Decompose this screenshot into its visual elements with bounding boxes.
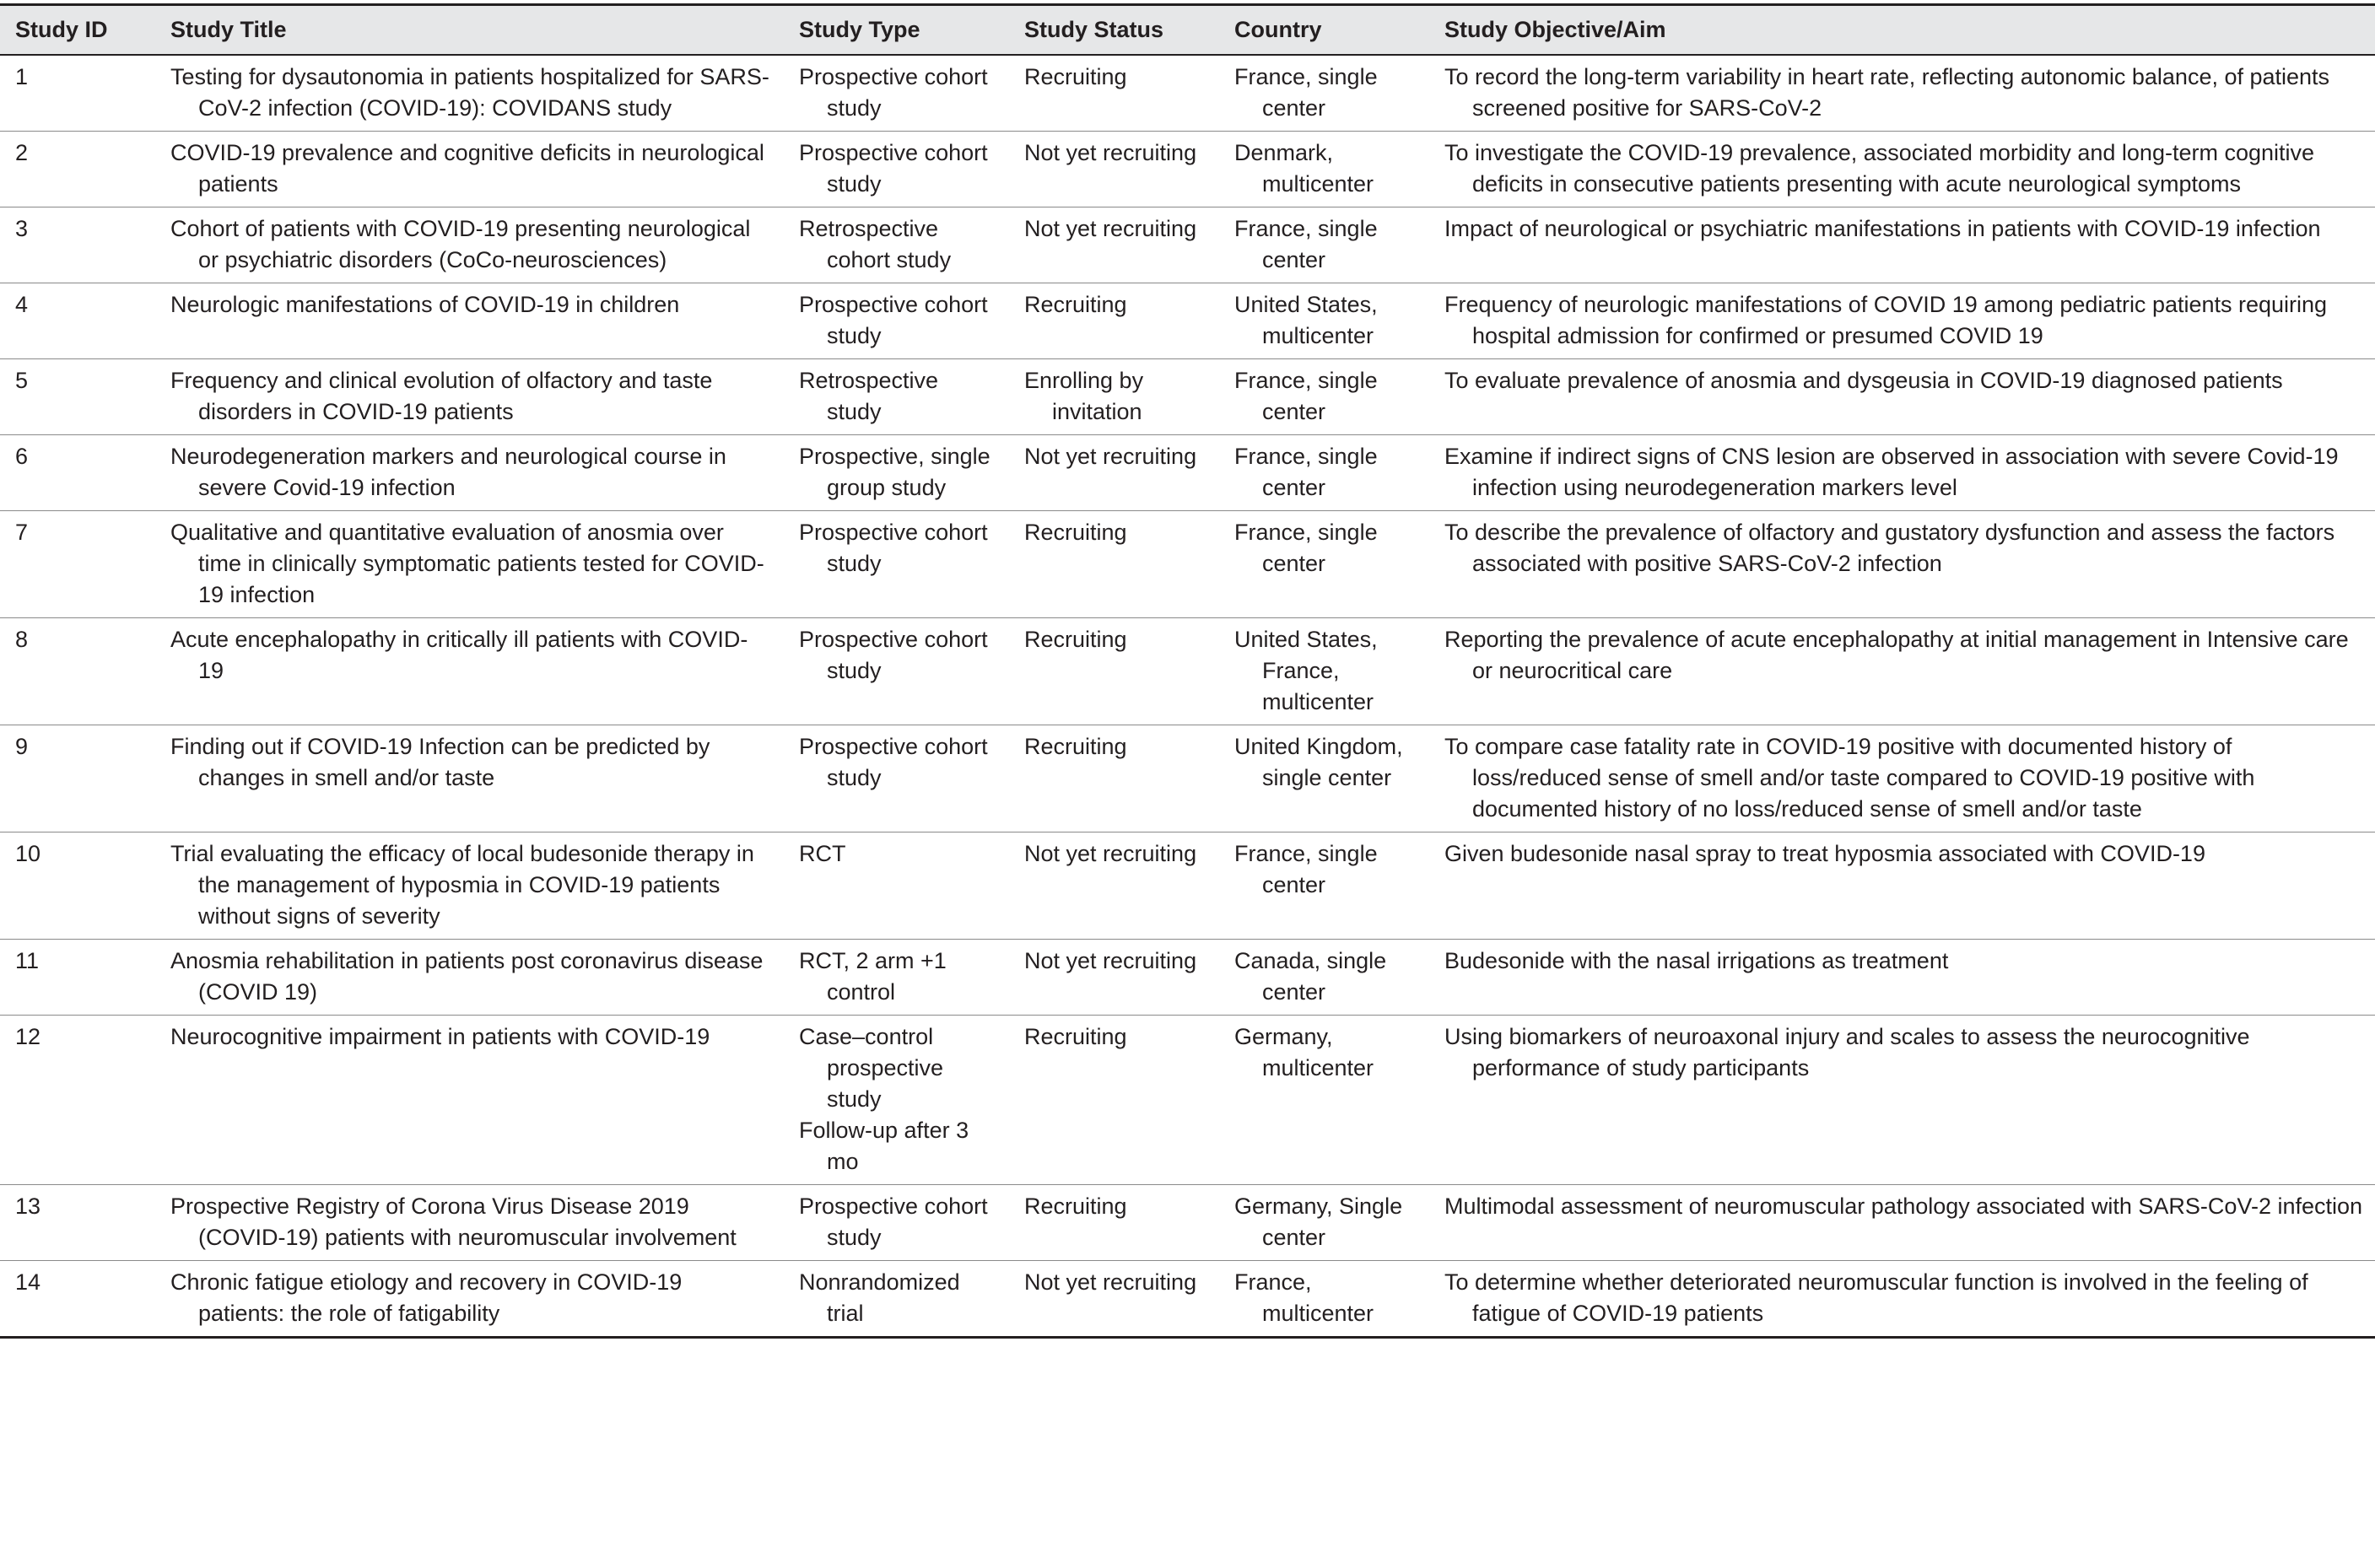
header-country: Country — [1234, 17, 1322, 42]
study-id-cell — [0, 207, 155, 283]
table-row — [0, 207, 2375, 283]
study-id-cell — [0, 618, 155, 725]
country-cell — [1219, 132, 1429, 207]
studies-table — [0, 3, 2375, 1339]
study-id-cell-text: 1 — [15, 64, 29, 89]
study-title-cell — [155, 1016, 784, 1185]
table-header — [0, 5, 2375, 56]
study-title-cell-text: Qualitative and quantitative evaluation of anosmia over time in clinically symptomatic patients tested for COVID-19 infection — [170, 520, 764, 607]
study-aim-cell — [1429, 132, 2375, 207]
study-id-cell-text: 8 — [15, 627, 29, 652]
study-type-cell — [784, 283, 1009, 359]
study-status-cell — [1009, 435, 1219, 511]
study-aim-cell-text: Multimodal assessment of neuromuscular pathology associated with SARS-CoV-2 infection — [1444, 1194, 2363, 1219]
header-study-title: Study Title — [170, 17, 287, 42]
study-type-cell — [784, 1185, 1009, 1261]
study-aim-cell-text: Using biomarkers of neuroaxonal injury and scales to assess the neurocognitive performance of study participants — [1444, 1024, 2250, 1080]
study-title-cell-text: Neurocognitive impairment in patients with COVID-19 — [170, 1024, 710, 1049]
study-type-cell-text: Prospective cohort study — [799, 520, 988, 576]
study-status-cell-text: Not yet recruiting — [1024, 841, 1197, 866]
study-aim-cell — [1429, 618, 2375, 725]
study-status-cell-text: Not yet recruiting — [1024, 216, 1197, 241]
study-type-cell-text: Retrospective cohort study — [799, 216, 952, 272]
study-title-cell-text: Cohort of patients with COVID-19 presenting neurological or psychiatric disorders (CoCo-neurosciences) — [170, 216, 751, 272]
study-title-cell — [155, 435, 784, 511]
country-cell — [1219, 1016, 1429, 1185]
study-aim-cell — [1429, 359, 2375, 435]
study-title-cell — [155, 359, 784, 435]
study-id-cell-text: 13 — [15, 1194, 41, 1219]
study-title-cell — [155, 832, 784, 940]
study-aim-cell-text: To compare case fatality rate in COVID-19 positive with documented history of loss/reduced sense of smell and/or taste compared to COVID-19 positive with documented history of no loss/reduced sense of smell and/or taste — [1444, 734, 2255, 822]
study-title-cell-text: Trial evaluating the efficacy of local budesonide therapy in the management of hyposmia in COVID-19 patients without signs of severity — [170, 841, 754, 929]
country-cell — [1219, 359, 1429, 435]
header-study-type: Study Type — [799, 17, 920, 42]
country-cell — [1219, 618, 1429, 725]
study-aim-cell-text: To record the long-term variability in heart rate, reflecting autonomic balance, of patients screened positive for SARS-CoV-2 — [1444, 64, 2330, 121]
country-cell-text: France, single center — [1234, 841, 1378, 897]
table-row — [0, 55, 2375, 132]
study-type-cell-text: Prospective cohort study — [799, 292, 988, 348]
study-type-cell-text: Retrospective study — [799, 368, 939, 424]
study-status-cell — [1009, 1261, 1219, 1338]
country-cell-text: Germany, multicenter — [1234, 1024, 1374, 1080]
study-aim-cell — [1429, 1016, 2375, 1185]
study-status-cell — [1009, 359, 1219, 435]
study-aim-cell-text: To evaluate prevalence of anosmia and dysgeusia in COVID-19 diagnosed patients — [1444, 368, 2283, 393]
study-aim-cell — [1429, 832, 2375, 940]
table-row — [0, 132, 2375, 207]
table-row — [0, 832, 2375, 940]
study-aim-cell-text: To investigate the COVID-19 prevalence, associated morbidity and long-term cognitive deficits in consecutive patients presenting with acute neurological symptoms — [1444, 140, 2315, 197]
study-status-cell — [1009, 207, 1219, 283]
study-title-cell-text: Neurodegeneration markers and neurological course in severe Covid-19 infection — [170, 444, 726, 500]
study-status-cell — [1009, 618, 1219, 725]
study-status-cell-text: Recruiting — [1024, 734, 1127, 759]
study-status-cell-text: Recruiting — [1024, 520, 1127, 545]
study-aim-cell-text: Given budesonide nasal spray to treat hyposmia associated with COVID-19 — [1444, 841, 2205, 866]
study-status-cell — [1009, 832, 1219, 940]
header-study-id: Study ID — [15, 17, 108, 42]
header-study-status: Study Status — [1024, 17, 1164, 42]
table-row — [0, 283, 2375, 359]
country-cell-text: United States, France, multicenter — [1234, 627, 1378, 714]
study-type-cell-text: RCT — [799, 841, 846, 866]
study-aim-cell — [1429, 435, 2375, 511]
country-cell — [1219, 283, 1429, 359]
country-cell — [1219, 1185, 1429, 1261]
study-title-cell-text: COVID-19 prevalence and cognitive deficits in neurological patients — [170, 140, 764, 197]
table-row — [0, 940, 2375, 1016]
country-cell — [1219, 55, 1429, 132]
study-status-cell — [1009, 940, 1219, 1016]
study-type-cell-text: Nonrandomized trial — [799, 1269, 960, 1326]
study-type-followup-text: Follow-up after 3 mo — [799, 1118, 969, 1174]
country-cell-text: France, single center — [1234, 216, 1378, 272]
study-status-cell — [1009, 725, 1219, 832]
study-aim-cell-text: Reporting the prevalence of acute encephalopathy at initial management in Intensive care or neurocritical care — [1444, 627, 2349, 683]
study-title-cell — [155, 725, 784, 832]
study-id-cell-text: 9 — [15, 734, 29, 759]
study-title-cell — [155, 55, 784, 132]
study-aim-cell — [1429, 55, 2375, 132]
study-type-cell — [784, 725, 1009, 832]
country-cell — [1219, 207, 1429, 283]
study-type-cell-text: Prospective cohort study — [799, 627, 988, 683]
study-title-cell-text: Finding out if COVID-19 Infection can be predicted by changes in smell and/or taste — [170, 734, 710, 790]
study-id-cell-text: 14 — [15, 1269, 41, 1295]
country-cell-text: United States, multicenter — [1234, 292, 1378, 348]
header-study-aim: Study Objective/Aim — [1444, 17, 1666, 42]
study-id-cell — [0, 359, 155, 435]
study-status-cell-text: Recruiting — [1024, 292, 1127, 317]
study-status-cell — [1009, 283, 1219, 359]
country-cell-text: France, single center — [1234, 368, 1378, 424]
study-type-cell — [784, 435, 1009, 511]
study-type-cell-text: Case–control prospective study — [799, 1024, 944, 1112]
table-row — [0, 725, 2375, 832]
study-aim-cell — [1429, 283, 2375, 359]
study-id-cell-text: 5 — [15, 368, 29, 393]
study-title-cell — [155, 132, 784, 207]
study-aim-cell — [1429, 207, 2375, 283]
study-id-cell — [0, 55, 155, 132]
study-aim-cell-text: Budesonide with the nasal irrigations as treatment — [1444, 948, 1949, 973]
table-row — [0, 435, 2375, 511]
study-id-cell — [0, 283, 155, 359]
study-type-cell — [784, 832, 1009, 940]
study-id-cell — [0, 435, 155, 511]
study-type-cell — [784, 1016, 1009, 1185]
study-id-cell-text: 4 — [15, 292, 29, 317]
study-aim-cell — [1429, 940, 2375, 1016]
study-id-cell — [0, 1016, 155, 1185]
table-row — [0, 1185, 2375, 1261]
study-title-cell-text: Acute encephalopathy in critically ill patients with COVID-19 — [170, 627, 748, 683]
country-cell — [1219, 511, 1429, 618]
study-status-cell-text: Not yet recruiting — [1024, 1269, 1197, 1295]
study-title-cell-text: Neurologic manifestations of COVID-19 in children — [170, 292, 680, 317]
study-aim-cell — [1429, 1185, 2375, 1261]
study-aim-cell — [1429, 725, 2375, 832]
study-title-cell — [155, 511, 784, 618]
study-title-cell — [155, 940, 784, 1016]
study-aim-cell-text: Examine if indirect signs of CNS lesion are observed in association with severe Covid-19 infection using neurodegeneration markers level — [1444, 444, 2339, 500]
study-aim-cell-text: Impact of neurological or psychiatric manifestations in patients with COVID-19 infection — [1444, 216, 2321, 241]
table-row — [0, 1261, 2375, 1338]
study-status-cell — [1009, 55, 1219, 132]
study-status-cell — [1009, 1016, 1219, 1185]
study-title-cell — [155, 618, 784, 725]
table-row — [0, 1016, 2375, 1185]
header-row — [0, 5, 2375, 56]
country-cell-text: France, single center — [1234, 64, 1378, 121]
study-title-cell-text: Prospective Registry of Corona Virus Disease 2019 (COVID-19) patients with neuromuscular involvement — [170, 1194, 737, 1250]
country-cell-text: France, single center — [1234, 444, 1378, 500]
table-body — [0, 55, 2375, 1338]
study-type-cell-text: Prospective cohort study — [799, 64, 988, 121]
country-cell-text: Denmark, multicenter — [1234, 140, 1374, 197]
table-row — [0, 359, 2375, 435]
study-status-cell-text: Not yet recruiting — [1024, 948, 1197, 973]
study-status-cell-text: Not yet recruiting — [1024, 140, 1197, 165]
country-cell-text: Canada, single center — [1234, 948, 1387, 1005]
study-status-cell-text: Not yet recruiting — [1024, 444, 1197, 469]
study-status-cell-text: Recruiting — [1024, 1194, 1127, 1219]
study-type-cell — [784, 207, 1009, 283]
country-cell — [1219, 725, 1429, 832]
study-type-cell — [784, 618, 1009, 725]
study-type-cell-text: Prospective cohort study — [799, 140, 988, 197]
study-status-cell-text: Recruiting — [1024, 1024, 1127, 1049]
country-cell-text: United Kingdom, single center — [1234, 734, 1403, 790]
study-id-cell-text: 6 — [15, 444, 29, 469]
study-title-cell-text: Anosmia rehabilitation in patients post coronavirus disease (COVID 19) — [170, 948, 764, 1005]
country-cell — [1219, 1261, 1429, 1338]
study-id-cell — [0, 725, 155, 832]
study-status-cell — [1009, 1185, 1219, 1261]
study-title-cell-text: Chronic fatigue etiology and recovery in COVID-19 patients: the role of fatigability — [170, 1269, 683, 1326]
country-cell — [1219, 832, 1429, 940]
study-type-cell — [784, 511, 1009, 618]
study-id-cell — [0, 832, 155, 940]
country-cell — [1219, 940, 1429, 1016]
study-type-cell-text: RCT, 2 arm +1 control — [799, 948, 947, 1005]
country-cell-text: France, multicenter — [1234, 1269, 1374, 1326]
study-id-cell-text: 2 — [15, 140, 29, 165]
study-id-cell — [0, 1261, 155, 1338]
study-title-cell-text: Testing for dysautonomia in patients hospitalized for SARS-CoV-2 infection (COVID-19): COVIDANS study — [170, 64, 769, 121]
study-id-cell — [0, 940, 155, 1016]
study-aim-cell — [1429, 1261, 2375, 1338]
study-title-cell — [155, 283, 784, 359]
study-status-cell-text: Recruiting — [1024, 627, 1127, 652]
study-type-cell-text: Prospective cohort study — [799, 734, 988, 790]
study-id-cell-text: 11 — [15, 948, 40, 973]
study-id-cell — [0, 511, 155, 618]
study-aim-cell — [1429, 511, 2375, 618]
study-type-cell-text: Prospective cohort study — [799, 1194, 988, 1250]
study-status-cell — [1009, 511, 1219, 618]
study-id-cell — [0, 1185, 155, 1261]
study-title-cell — [155, 1261, 784, 1338]
study-type-cell-text: Prospective, single group study — [799, 444, 990, 500]
study-type-cell — [784, 1261, 1009, 1338]
country-cell — [1219, 435, 1429, 511]
study-id-cell-text: 12 — [15, 1024, 41, 1049]
study-aim-cell-text: Frequency of neurologic manifestations of COVID 19 among pediatric patients requiring hospital admission for confirmed or presumed COVID 19 — [1444, 292, 2328, 348]
study-type-cell — [784, 359, 1009, 435]
study-aim-cell-text: To describe the prevalence of olfactory and gustatory dysfunction and assess the factors associated with positive SARS-CoV-2 infection — [1444, 520, 2335, 576]
study-status-cell — [1009, 132, 1219, 207]
study-id-cell-text: 10 — [15, 841, 41, 866]
study-title-cell — [155, 207, 784, 283]
study-id-cell-text: 3 — [15, 216, 29, 241]
country-cell-text: France, single center — [1234, 520, 1378, 576]
study-aim-cell-text: To determine whether deteriorated neuromuscular function is involved in the feeling of fatigue of COVID-19 patients — [1444, 1269, 2308, 1326]
table-row — [0, 511, 2375, 618]
study-id-cell-text: 7 — [15, 520, 29, 545]
study-title-cell-text: Frequency and clinical evolution of olfactory and taste disorders in COVID-19 patients — [170, 368, 713, 424]
study-type-cell — [784, 940, 1009, 1016]
study-id-cell — [0, 132, 155, 207]
table-row — [0, 618, 2375, 725]
study-title-cell — [155, 1185, 784, 1261]
study-type-cell — [784, 132, 1009, 207]
study-status-cell-text: Enrolling by invitation — [1024, 368, 1144, 424]
study-status-cell-text: Recruiting — [1024, 64, 1127, 89]
country-cell-text: Germany, Single center — [1234, 1194, 1403, 1250]
study-type-cell — [784, 55, 1009, 132]
